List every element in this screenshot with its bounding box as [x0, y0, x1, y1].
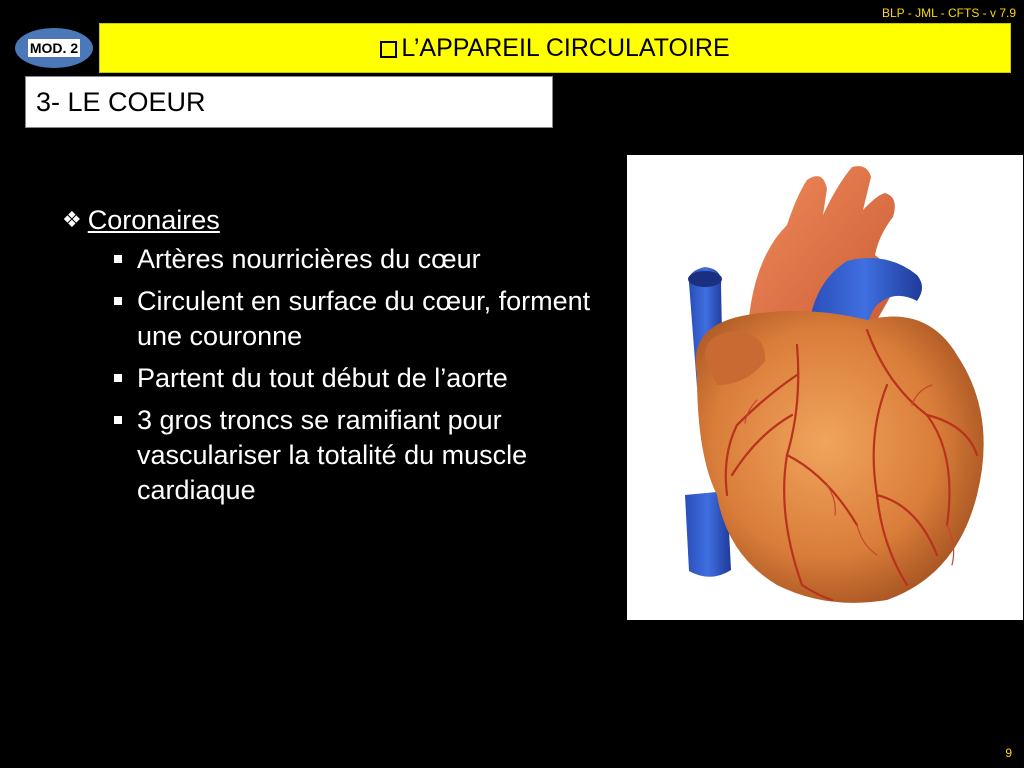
bullet-text: 3 gros troncs se ramifiant pour vasculariser la totalité du muscle cardiaque	[137, 405, 528, 505]
bullet-list	[62, 242, 602, 508]
diamond-bullet-icon: ❖	[62, 207, 82, 232]
page-number: 9	[1005, 746, 1012, 760]
square-bullet-icon	[114, 416, 122, 424]
bullet-text: Partent du tout début de l’aorte	[137, 363, 508, 393]
slide-title-bar	[99, 23, 1011, 73]
heart-illustration-icon	[627, 155, 1023, 620]
square-bullet-icon	[114, 297, 122, 305]
module-badge-label: MOD. 2	[29, 40, 79, 56]
list-item	[114, 361, 602, 396]
list-item	[114, 242, 602, 277]
section-title: 3- LE COEUR	[36, 86, 206, 117]
bullet-text: Circulent en surface du cœur, forment une couronne	[137, 286, 591, 351]
heart-image-frame	[627, 155, 1023, 620]
coronaires-heading: Coronaires	[87, 205, 220, 235]
content-area	[62, 205, 602, 515]
module-badge	[15, 28, 93, 68]
version-label: BLP - JML - CFTS - v 7.9	[881, 6, 1016, 20]
checkbox-bullet-icon	[380, 41, 397, 58]
bullet-text: Artères nourricières du cœur	[137, 244, 481, 274]
list-item	[114, 403, 602, 508]
level1-item	[62, 205, 602, 236]
section-title-box	[25, 76, 553, 128]
square-bullet-icon	[114, 374, 122, 382]
square-bullet-icon	[114, 255, 122, 263]
list-item	[114, 284, 602, 354]
slide-title: L’APPAREIL CIRCULATOIRE	[401, 33, 730, 62]
